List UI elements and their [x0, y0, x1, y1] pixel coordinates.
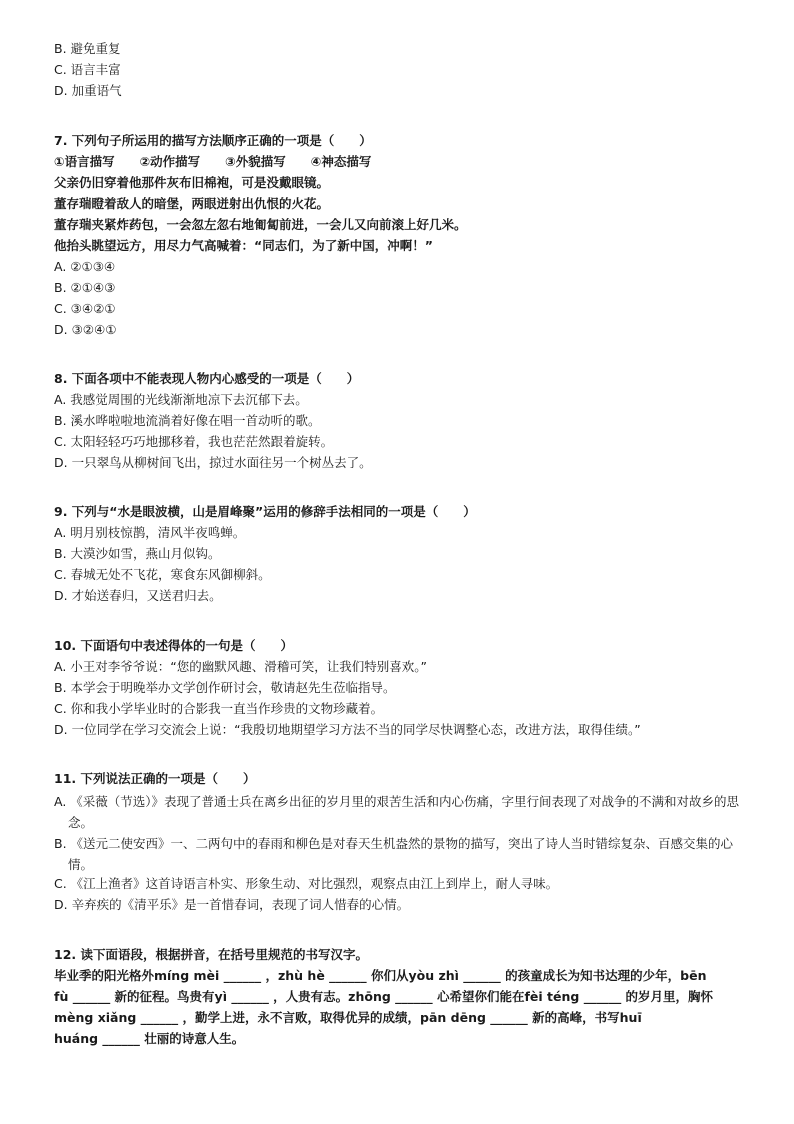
q12-stem: 12. 读下面语段，根据拼音，在括号里规范的书写汉字。 — [54, 947, 368, 962]
q12-passage-line-3: mèng xiǎng ______ ，勤学上进，永不言败，取得优异的成绩，pān dēng ______ 新的高峰，书写huī — [54, 1010, 642, 1025]
q8-option-a: A. 我感觉周围的光线渐渐地凉下去沉郁下去。 — [54, 392, 308, 407]
q8-stem: 8. 下面各项中不能表现人物内心感受的一项是（ ） — [54, 371, 360, 386]
q7-option-d: D. ③②④① — [54, 322, 117, 337]
q7-option-a: A. ②①③④ — [54, 259, 116, 274]
q12-passage-line-1: 毕业季的阳光格外míng mèi ______ ，zhù hè ______ 你们从yòu zhì ______ 的孩童成长为知书达理的少年，bēn — [54, 968, 707, 983]
q11-stem: 11. 下列说法正确的一项是（ ） — [54, 771, 256, 786]
q7-sentence-4: 他抬头眺望远方，用尽力气高喊着：“同志们，为了新中国，冲啊！” — [54, 238, 433, 253]
option-d-prev: D. 加重语气 — [54, 83, 122, 98]
q10-option-b: B. 本学会于明晚举办文学创作研讨会，敬请赵先生莅临指导。 — [54, 680, 396, 695]
q11-option-b: B. 《送元二使安西》一、二两句中的春雨和柳色是对春天生机盎然的景物的描写，突出了诗人当时错综复杂、百感交集的心情。 — [54, 836, 734, 872]
q11-option-d: D. 辛弃疾的《清平乐》是一首惜春词，表现了词人惜春的心情。 — [54, 897, 410, 912]
q9-option-d: D. 才始送春归，又送君归去。 — [54, 588, 222, 603]
q7-sentence-2: 董存瑞瞪着敌人的暗堡，两眼迸射出仇恨的火花。 — [54, 196, 330, 211]
q7-option-b: B. ②①④③ — [54, 280, 116, 295]
q12-passage-line-2: fù ______ 新的征程。鸟贵有yì ______ ，人贵有志。zhōng ______ 心希望你们能在fèi téng ______ 的岁月里，胸怀 — [54, 989, 714, 1004]
q9-option-c: C. 春城无处不飞花，寒食东风御柳斜。 — [54, 567, 271, 582]
q9-option-b: B. 大漠沙如雪，燕山月似钩。 — [54, 546, 221, 561]
q11-option-c: C. 《江上渔者》这首诗语言朴实、形象生动、对比强烈，观察点由江上到岸上，耐人寻味。 — [54, 876, 559, 891]
option-b-prev: B. 避免重复 — [54, 41, 121, 56]
q7-stem: 7. 下列句子所运用的描写方法顺序正确的一项是（ ） — [54, 133, 372, 148]
q9-option-a: A. 明月别枝惊鹊，清风半夜鸣蝉。 — [54, 525, 246, 540]
q12-passage-line-4: huáng ______ 壮丽的诗意人生。 — [54, 1031, 245, 1046]
q10-option-c: C. 你和我小学毕业时的合影我一直当作珍贵的文物珍藏着。 — [54, 701, 384, 716]
q7-sentence-3: 董存瑞夹紧炸药包，一会忽左忽右地匍匐前进，一会儿又向前滚上好几米。 — [54, 217, 467, 232]
q7-methods: ①语言描写 ②动作描写 ③外貌描写 ④神态描写 — [54, 154, 372, 169]
q10-option-a: A. 小王对李爷爷说：“您的幽默风趣、滑稽可笑，让我们特别喜欢。” — [54, 659, 427, 674]
q7-sentence-1: 父亲仍旧穿着他那件灰布旧棉袍，可是没戴眼镜。 — [54, 175, 330, 190]
q8-option-b: B. 溪水哗啦啦地流淌着好像在唱一首动听的歌。 — [54, 413, 321, 428]
q8-option-c: C. 太阳轻轻巧巧地挪移着，我也茫茫然跟着旋转。 — [54, 434, 334, 449]
q10-option-d: D. 一位同学在学习交流会上说：“我殷切地期望学习方法不当的同学尽快调整心态，改进方法，取得佳绩。” — [54, 722, 641, 737]
q9-stem: 9. 下列与“水是眼波横，山是眉峰聚”运用的修辞手法相同的一项是（ ） — [54, 504, 476, 519]
q11-option-a: A. 《采薇（节选）》表现了普通士兵在离乡出征的岁月里的艰苦生活和内心伤痛，字里行间表现了对战争的不满和对故乡的思念。 — [54, 794, 740, 830]
q10-stem: 10. 下面语句中表述得体的一句是（ ） — [54, 638, 293, 653]
option-c-prev: C. 语言丰富 — [54, 62, 121, 77]
q7-option-c: C. ③④②① — [54, 301, 116, 316]
q8-option-d: D. 一只翠鸟从柳树间飞出，掠过水面往另一个树丛去了。 — [54, 455, 372, 470]
